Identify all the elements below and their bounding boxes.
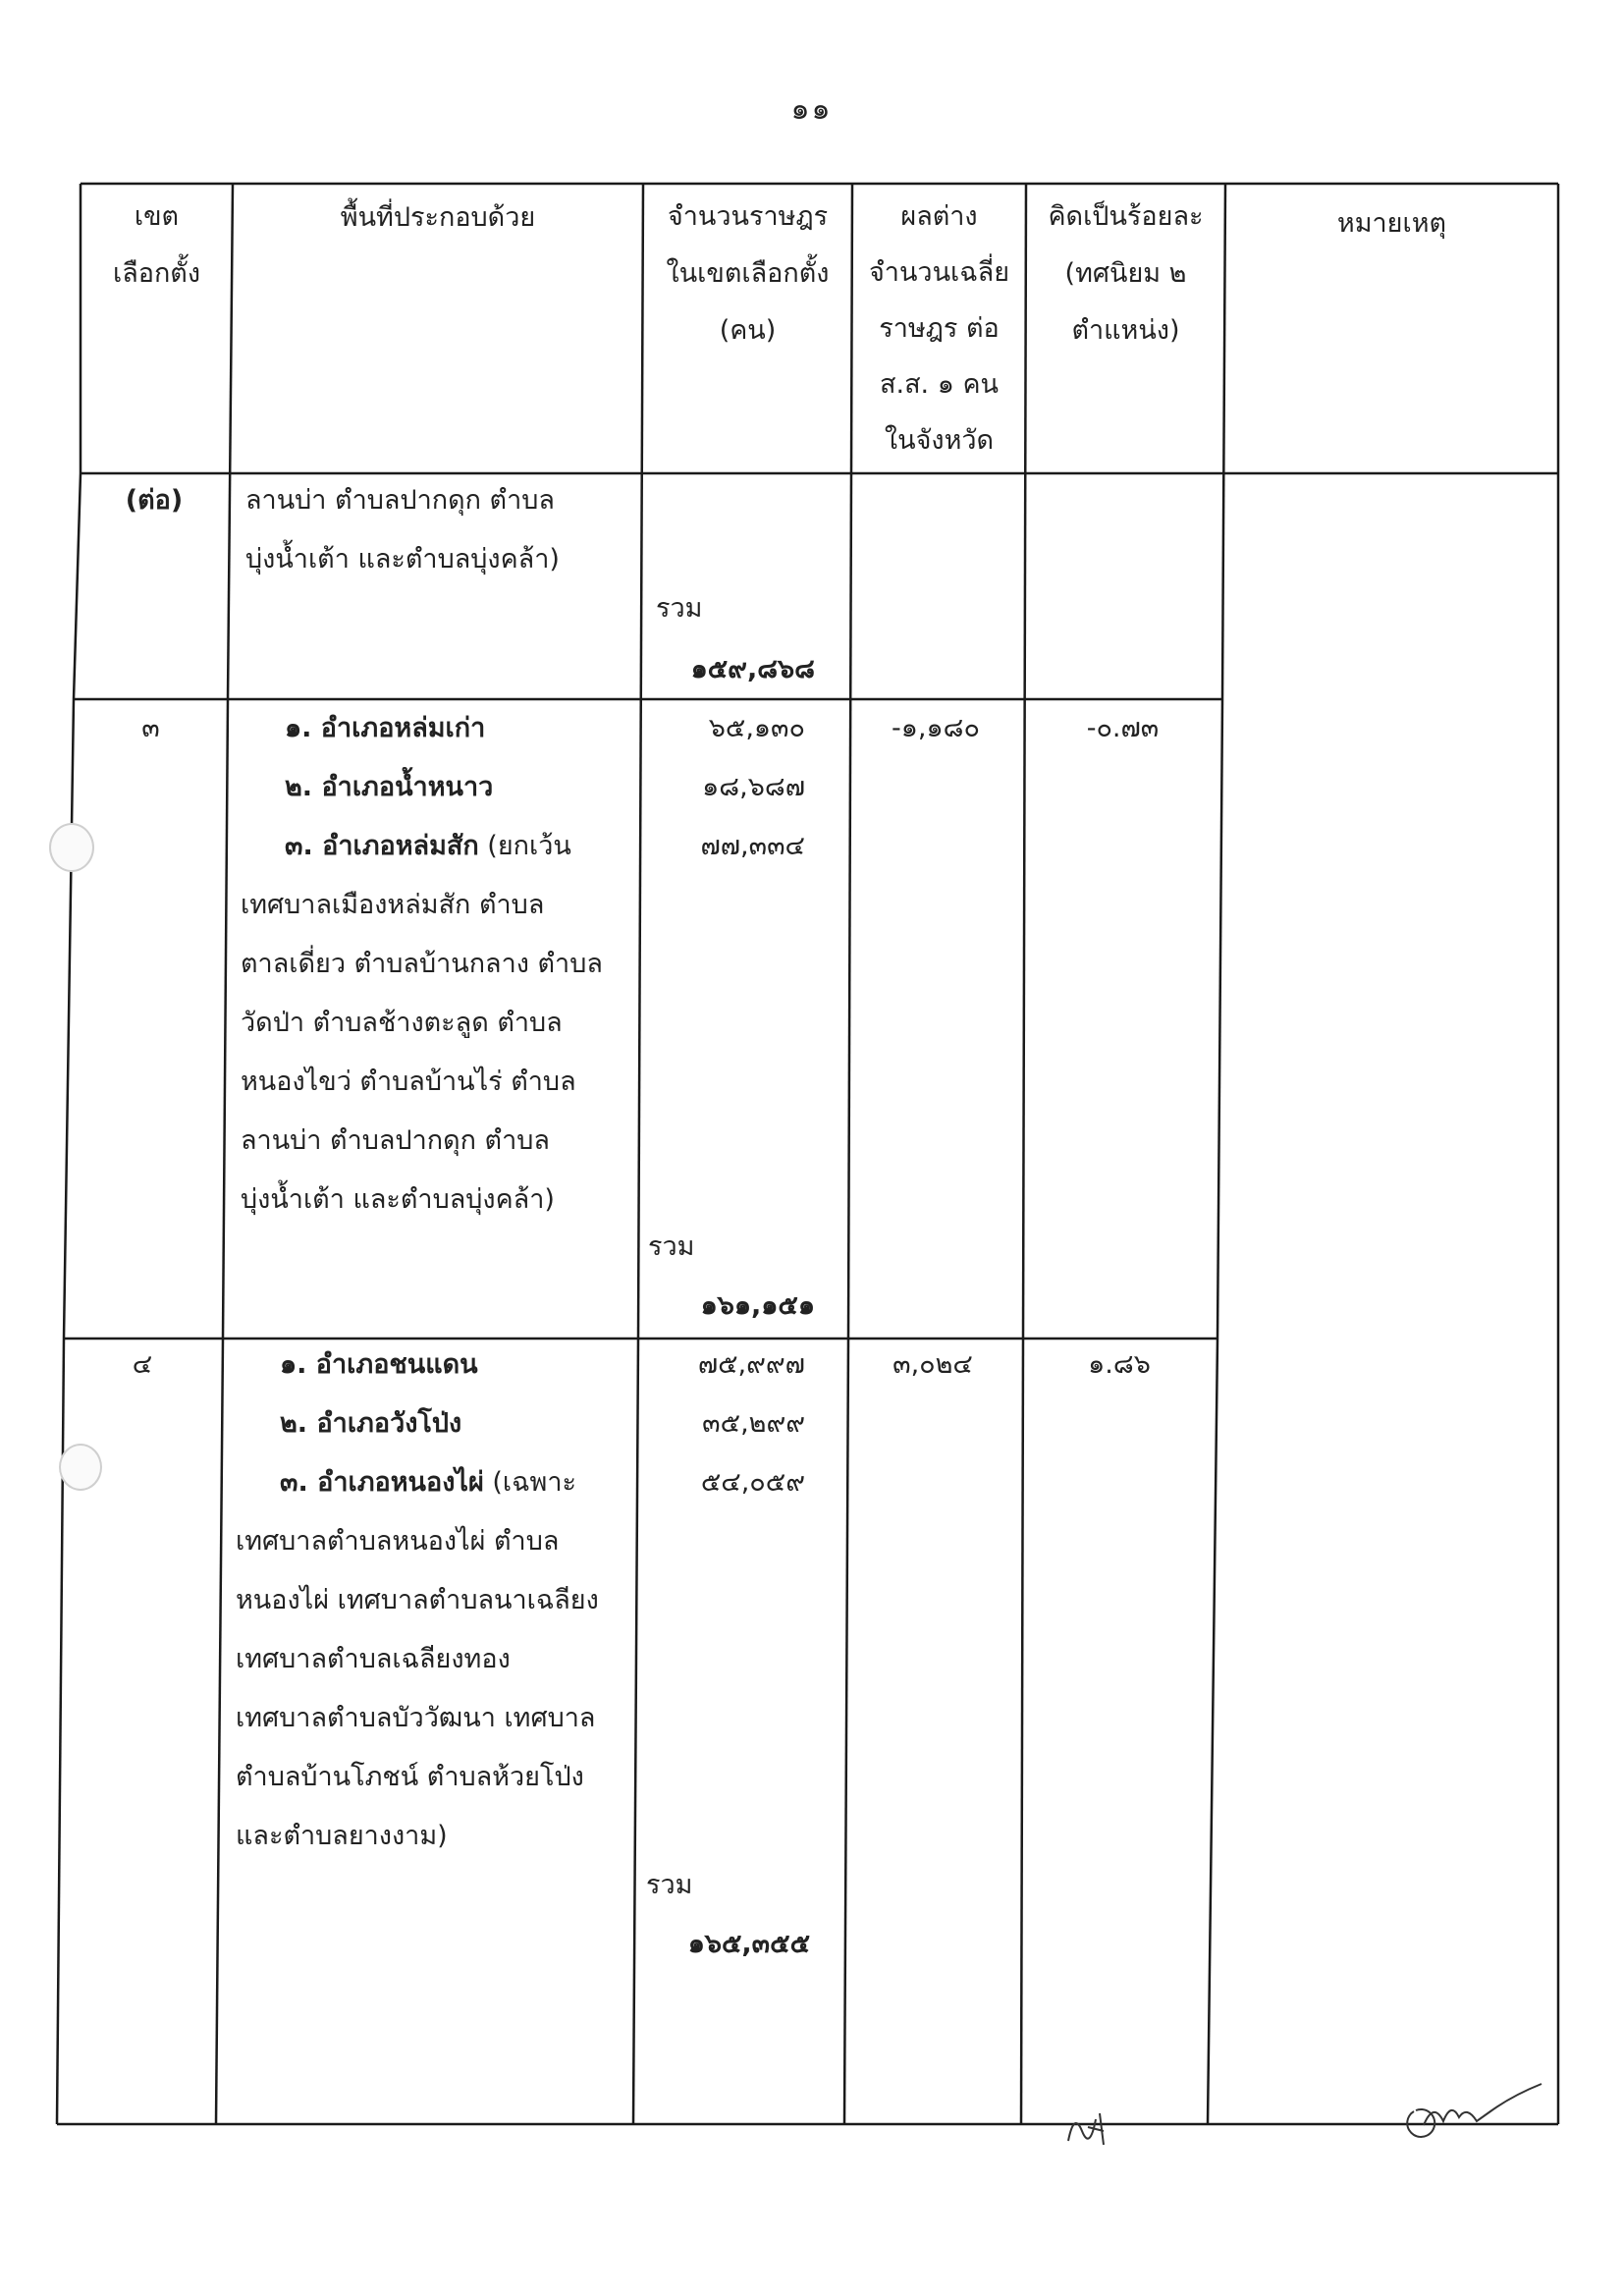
total-label: รวม: [646, 1870, 693, 1900]
population-value: ๖๕,๑๓๐: [708, 713, 805, 743]
area-item: [285, 817, 638, 876]
page-number: ๑๑: [790, 92, 833, 127]
header-difference: ผลต่าง จำนวนเฉลี่ย ราษฎร ต่อ ส.ส. ๑ คน ในจังหวัด: [868, 201, 1010, 456]
total-value: ๑๖๑,๑๕๑: [700, 1290, 815, 1321]
district-number: ๓: [141, 713, 160, 743]
area-item: ๑. อำเภอหล่มเก่า: [285, 713, 486, 743]
punch-hole: [59, 1444, 102, 1491]
area-item: ๒. อำเภอวังโป่ง: [280, 1408, 462, 1439]
handwritten-initials: [1060, 2102, 1119, 2151]
area-item: ๒. อำเภอน้ำหนาว: [285, 772, 494, 802]
difference-value: -๑,๑๘๐: [892, 713, 980, 743]
percent-value: ๑.๘๖: [1088, 1349, 1151, 1380]
punch-hole: [49, 823, 94, 872]
header-area: พื้นที่ประกอบด้วย: [340, 202, 536, 233]
handwritten-signature: [1394, 2082, 1551, 2141]
area-item-name: ๓. อำเภอหล่มสัก: [285, 831, 479, 861]
total-value: ๑๖๕,๓๕๕: [687, 1929, 810, 1959]
population-value: ๑๘,๖๘๗: [702, 772, 805, 802]
area-item: ๑. อำเภอชนแดน: [280, 1349, 478, 1380]
district-number: ๔: [132, 1349, 153, 1380]
area-item-suffix: (ยกเว้น: [478, 831, 571, 861]
population-value: ๓๕,๒๙๙: [702, 1408, 805, 1439]
area-item: [280, 1453, 633, 1512]
header-remark: หมายเหตุ: [1336, 208, 1447, 239]
population-value: ๗๗,๓๓๔: [700, 831, 805, 861]
header-population: จำนวนราษฎร ในเขตเลือกตั้ง (คน): [666, 201, 830, 346]
population-value: ๕๔,๐๕๙: [700, 1467, 805, 1498]
population-value: ๗๕,๙๙๗: [697, 1349, 805, 1380]
total-label: รวม: [648, 1231, 695, 1262]
header-district: เขต เลือกตั้ง: [112, 201, 201, 289]
area-item-name: ๓. อำเภอหนองไผ่: [280, 1467, 484, 1498]
difference-value: ๓,๐๒๔: [893, 1349, 973, 1380]
district-cont: (ต่อ): [125, 485, 184, 516]
header-percent: คิดเป็นร้อยละ (ทศนิยม ๒ ตำแหน่ง): [1048, 201, 1204, 346]
area-detail-text: เทศบาลเมืองหล่มสัก ตำบล ตาลเดี่ยว ตำบลบ้านกลาง ตำบล วัดป่า ตำบลช้างตะลูด ตำบล หนองไขว่ ตำบลบ้านไร่ ตำบล ลานบ่า ตำบลปากดุก ตำบล บุ่งน้ำเต้า และตำบลบุ่งคล้า): [241, 890, 603, 1215]
total-label: รวม: [656, 593, 703, 624]
total-value: ๑๕๙,๘๖๘: [690, 654, 815, 684]
area-cont-text: ลานบ่า ตำบลปากดุก ตำบล บุ่งน้ำเต้า และตำบลบุ่งคล้า): [245, 485, 560, 574]
area-item-suffix: (เฉพาะ: [483, 1467, 576, 1498]
percent-value: -๐.๗๓: [1086, 713, 1160, 743]
area-detail-text: เทศบาลตำบลหนองไผ่ ตำบล หนองไผ่ เทศบาลตำบลนาเฉลียง เทศบาลตำบลเฉลียงทอง เทศบาลตำบลบัววัฒนา เทศบาล ตำบลบ้านโภชน์ ตำบลห้วยโป่ง และตำบลยางงาม): [236, 1526, 599, 1851]
